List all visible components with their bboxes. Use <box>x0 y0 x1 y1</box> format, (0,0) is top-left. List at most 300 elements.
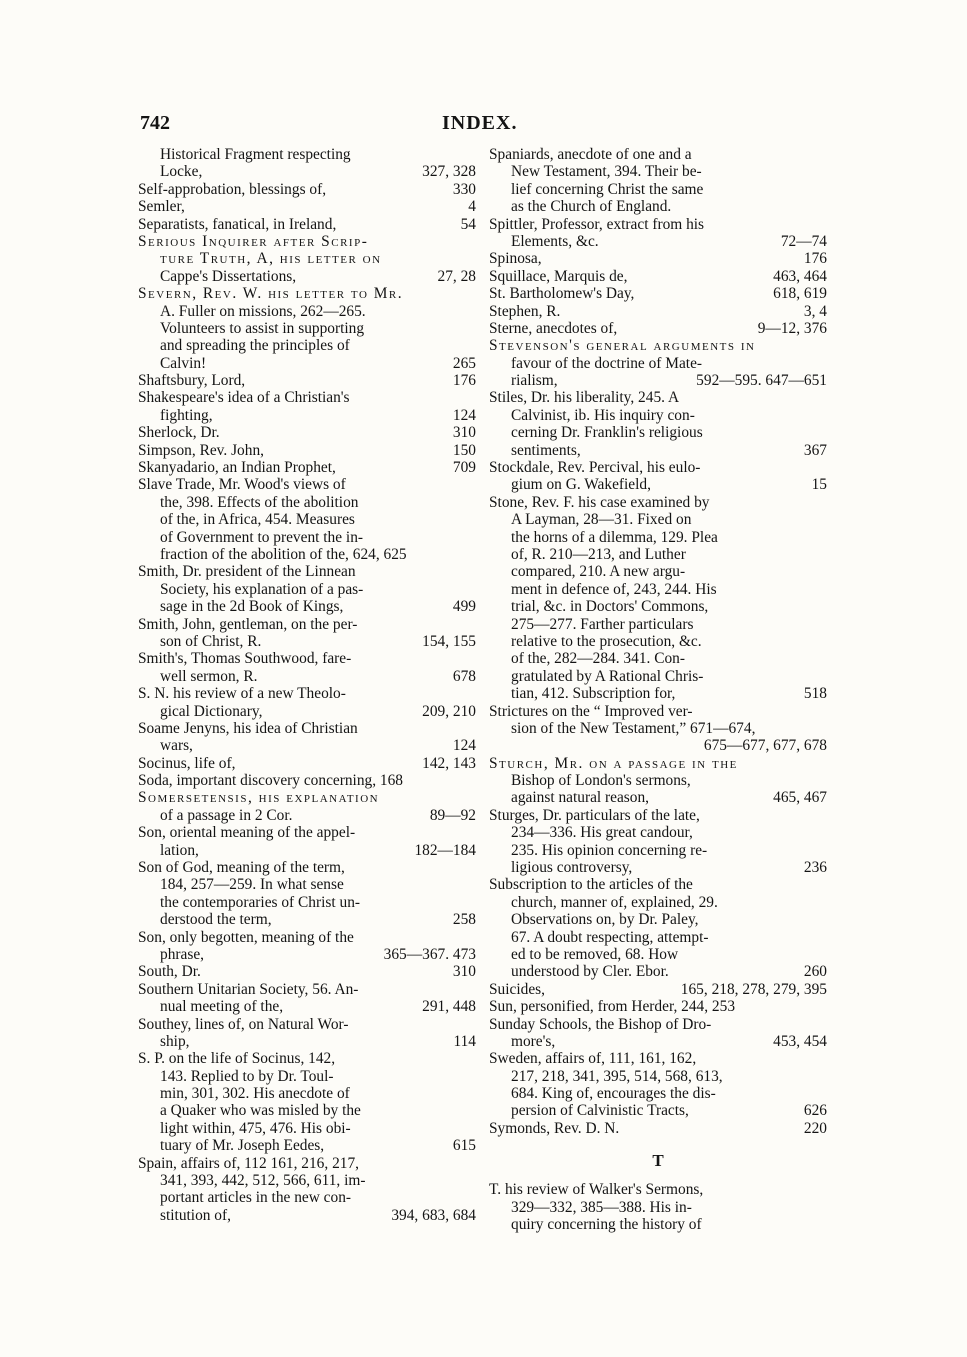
page-header <box>0 112 967 142</box>
entry-text: Sturch, Mr. on a passage in the <box>489 754 738 772</box>
entry-text: 234—336. His great candour, <box>511 824 693 842</box>
entry-text: Elements, &c. <box>511 232 599 250</box>
page-reference: 592—595. 647—651 <box>696 372 827 390</box>
entry-text: South, Dr. <box>138 963 201 981</box>
index-entry-line <box>138 807 476 824</box>
index-entry-line <box>138 946 476 963</box>
index-entry <box>138 424 476 441</box>
index-entry-line <box>138 824 476 841</box>
index-entry <box>489 981 827 998</box>
index-entry <box>489 876 827 980</box>
entry-text: 275—277. Farther particulars <box>511 615 694 633</box>
index-entry-line <box>489 789 827 806</box>
index-entry <box>138 459 476 476</box>
page-reference: 394, 683, 684 <box>391 1206 476 1224</box>
index-entry-line <box>138 216 476 233</box>
entry-text: ed to be removed, 68. How <box>511 945 679 963</box>
index-entry <box>138 198 476 215</box>
entry-text: Simpson, Rev. John, <box>138 441 264 459</box>
index-entry-line <box>489 268 827 285</box>
index-entry <box>138 372 476 389</box>
entry-text: Sunday Schools, the Bishop of Dro- <box>489 1015 712 1033</box>
page-reference: 114 <box>453 1032 476 1050</box>
index-entry-line <box>489 198 827 215</box>
index-entry-line <box>138 616 476 633</box>
index-entry <box>489 250 827 267</box>
index-entry-line <box>489 303 827 320</box>
index-entry <box>489 998 827 1015</box>
entry-text: Strictures on the “ Improved ver- <box>489 702 693 720</box>
entry-text: 143. Replied to by Dr. Toul- <box>160 1067 334 1085</box>
index-entry-line <box>489 1216 827 1233</box>
index-entry-line <box>489 703 827 720</box>
index-entry <box>138 1155 476 1225</box>
entry-text: New Testament, 394. Their be- <box>511 163 702 181</box>
page-reference: 165, 218, 278, 279, 395 <box>680 980 827 998</box>
entry-text: sentiments, <box>511 441 581 459</box>
entry-text: Spaniards, anecdote of one and a <box>489 146 692 163</box>
index-entry-line <box>138 650 476 667</box>
index-entry-line <box>489 668 827 685</box>
index-entry <box>138 216 476 233</box>
page-reference: 258 <box>452 911 476 929</box>
entry-text: Somersetensis, his explanation <box>138 789 380 807</box>
entry-text: tuary of Mr. Joseph Eedes, <box>160 1137 325 1155</box>
index-entry <box>138 442 476 459</box>
index-entry-line <box>489 842 827 859</box>
entry-text: Smith, Dr. president of the Linnean <box>138 563 356 581</box>
index-entry <box>138 563 476 615</box>
entry-text: Stockdale, Rev. Percival, his eulo- <box>489 459 701 477</box>
index-entry <box>138 755 476 772</box>
index-entry <box>138 685 476 720</box>
index-entry-line <box>489 737 827 754</box>
entry-text: St. Bartholomew's Day, <box>489 285 635 303</box>
index-entry-line <box>489 1016 827 1033</box>
entry-text: ship, <box>160 1032 190 1050</box>
page-reference: 182—184 <box>414 841 476 859</box>
index-entry-line <box>138 737 476 754</box>
index-entry-line <box>489 633 827 650</box>
index-entry-line <box>489 546 827 563</box>
index-entry-line <box>489 963 827 980</box>
index-entry-line <box>138 789 476 806</box>
entry-text: Smith, John, gentleman, on the per- <box>138 615 358 633</box>
index-entry-line <box>138 929 476 946</box>
page-reference: 330 <box>452 180 476 198</box>
entry-text: Son of God, meaning of the term, <box>138 859 345 877</box>
entry-text: Cappe's Dissertations, <box>160 267 297 285</box>
index-entry-line <box>138 1207 476 1224</box>
index-entry-line <box>489 563 827 580</box>
index-entry-line <box>138 146 476 163</box>
index-entry-line <box>489 1120 827 1137</box>
index-entry <box>138 824 476 859</box>
index-entry-line <box>138 772 476 789</box>
entry-text: Stone, Rev. F. his case examined by <box>489 493 710 511</box>
index-entry <box>489 703 827 755</box>
entry-text: sion of the New Testament,” 671—674, <box>511 719 756 737</box>
index-entry-line <box>489 442 827 459</box>
entry-text: S. P. on the life of Socinus, 142, <box>138 1050 336 1068</box>
index-entry-line <box>138 198 476 215</box>
index-entry <box>489 1016 827 1051</box>
index-entry-line <box>489 685 827 702</box>
entry-text: Skanyadario, an Indian Prophet, <box>138 459 336 477</box>
index-entry <box>489 1181 827 1233</box>
index-entry <box>138 859 476 929</box>
index-entry-line <box>138 355 476 372</box>
entry-text: of the, 282—284. 341. Con- <box>511 650 685 668</box>
index-entry-line <box>138 389 476 406</box>
entry-text: 67. A doubt respecting, attempt- <box>511 928 709 946</box>
index-entry <box>489 303 827 320</box>
entry-text: trial, &c. in Doctors' Commons, <box>511 598 709 616</box>
index-entry <box>138 181 476 198</box>
index-entry-line <box>138 876 476 893</box>
page-reference: 626 <box>803 1102 827 1120</box>
index-entry-line <box>138 337 476 354</box>
entry-text: Shaftsbury, Lord, <box>138 372 246 390</box>
entry-text: lief concerning Christ the same <box>511 180 704 198</box>
page-reference: 291, 448 <box>422 998 476 1016</box>
index-entry-line <box>489 389 827 406</box>
entry-text: favour of the doctrine of Mate- <box>511 354 703 372</box>
index-entry-line <box>489 981 827 998</box>
entry-text: light within, 475, 476. His obi- <box>160 1119 351 1137</box>
index-entry-line <box>138 685 476 702</box>
index-entry-line <box>138 1102 476 1119</box>
index-entry <box>138 1050 476 1154</box>
entry-text: Son, oriental meaning of the appel- <box>138 824 356 842</box>
entry-text: Calvinist, ib. His inquiry con- <box>511 406 695 424</box>
entry-text: more's, <box>511 1032 556 1050</box>
entry-text: gratulated by A Rational Chris- <box>511 667 704 685</box>
index-entry <box>138 476 476 563</box>
entry-text: as the Church of England. <box>511 198 672 216</box>
index-entry-line <box>489 233 827 250</box>
entry-text: compared, 210. A new argu- <box>511 563 686 581</box>
index-entry-line <box>489 476 827 493</box>
entry-text: Sweden, affairs of, 111, 161, 162, <box>489 1050 697 1068</box>
index-entry-line <box>138 529 476 546</box>
index-entry-line <box>489 1102 827 1119</box>
entry-text: sage in the 2d Book of Kings, <box>160 598 344 616</box>
page-reference: 518 <box>803 685 827 703</box>
index-entry-line <box>138 546 476 563</box>
index-entry-line <box>489 494 827 511</box>
entry-text: Serious Inquirer after Scrip- <box>138 232 369 250</box>
entry-text: Southern Unitarian Society, 56. An- <box>138 980 359 998</box>
entry-text: Suicides, <box>489 980 546 998</box>
index-entry-line <box>489 616 827 633</box>
entry-text: Spinosa, <box>489 250 542 268</box>
entry-text: Smith's, Thomas Southwood, fare- <box>138 650 352 668</box>
index-entry-line <box>138 476 476 493</box>
index-entry-line <box>138 320 476 337</box>
entry-text: Son, only begotten, meaning of the <box>138 928 354 946</box>
index-entry-line <box>138 163 476 180</box>
entry-text: well sermon, R. <box>160 667 258 685</box>
entry-text: the, 398. Effects of the abolition <box>160 493 359 511</box>
index-entry <box>489 268 827 285</box>
index-entry <box>138 146 476 181</box>
entry-text: 184, 257—259. In what sense <box>160 876 344 894</box>
index-entry-line <box>138 494 476 511</box>
entry-text: Calvin! <box>160 354 207 372</box>
page-reference: 260 <box>803 963 827 981</box>
index-entry <box>138 285 476 372</box>
entry-text: quiry concerning the history of <box>511 1216 702 1234</box>
index-entry-line <box>489 998 827 1015</box>
index-entry-line <box>138 1155 476 1172</box>
entry-text: 217, 218, 341, 395, 514, 568, 613, <box>511 1067 723 1085</box>
index-entry-line <box>138 233 476 250</box>
index-entry <box>138 233 476 285</box>
entry-text: the horns of a dilemma, 129. Plea <box>511 528 718 546</box>
entry-text: Self-approbation, blessings of, <box>138 180 327 198</box>
page-reference: 678 <box>452 667 476 685</box>
index-entry-line <box>489 1181 827 1198</box>
page-reference: 220 <box>803 1119 827 1137</box>
entry-text: A Layman, 28—31. Fixed on <box>511 511 692 529</box>
index-entry-line <box>138 842 476 859</box>
index-entry-line <box>489 807 827 824</box>
entry-text: Society, his explanation of a pas- <box>160 580 364 598</box>
entry-text: wars, <box>160 737 193 755</box>
page-reference: 327, 328 <box>422 163 476 181</box>
page-reference: 124 <box>452 406 476 424</box>
index-entry-line <box>138 1085 476 1102</box>
index-entry <box>489 807 827 877</box>
entry-text: portant articles in the new con- <box>160 1189 352 1207</box>
index-entry-line <box>138 598 476 615</box>
page-reference: 72—74 <box>780 232 827 250</box>
page-reference: 618, 619 <box>773 285 827 303</box>
index-entry-line <box>138 633 476 650</box>
entry-text: ligious controversy, <box>511 859 633 877</box>
entry-text: ment in defence of, 243, 244. His <box>511 580 717 598</box>
entry-text: Slave Trade, Mr. Wood's views of <box>138 476 346 494</box>
index-entry-line <box>138 563 476 580</box>
index-entry-line <box>489 320 827 337</box>
index-entry-line <box>489 1033 827 1050</box>
entry-text: the contemporaries of Christ un- <box>160 893 361 911</box>
entry-text: Symonds, Rev. D. N. <box>489 1119 620 1137</box>
index-entry <box>489 389 827 459</box>
index-entry <box>138 720 476 755</box>
entry-text: Stephen, R. <box>489 302 561 320</box>
entry-text: Soame Jenyns, his idea of Christian <box>138 719 358 737</box>
index-entry <box>489 755 827 807</box>
entry-text: church, manner of, explained, 29. <box>511 893 718 911</box>
index-entry-line <box>138 1189 476 1206</box>
page-reference: 15 <box>811 476 827 494</box>
index-entry-line <box>489 407 827 424</box>
index-entry-line <box>138 581 476 598</box>
index-entry-line <box>138 1016 476 1033</box>
index-entry-line <box>138 1033 476 1050</box>
index-entry-line <box>138 181 476 198</box>
index-entry-line <box>489 1050 827 1067</box>
index-entry <box>138 929 476 964</box>
index-entry-line <box>489 163 827 180</box>
entry-text: Sherlock, Dr. <box>138 424 220 442</box>
index-entry-line <box>138 703 476 720</box>
index-entry <box>138 1016 476 1051</box>
entry-text: understood by Cler. Ebor. <box>511 963 669 981</box>
page-reference: 709 <box>452 459 476 477</box>
page-reference: 310 <box>452 963 476 981</box>
entry-text: fighting, <box>160 406 213 424</box>
page-number: 742 <box>140 112 170 134</box>
index-entry-line <box>489 598 827 615</box>
index-entry-line <box>138 442 476 459</box>
index-entry-line <box>489 929 827 946</box>
index-entry <box>138 772 476 789</box>
entry-text: min, 301, 302. His anecdote of <box>160 1085 350 1103</box>
running-title: INDEX. <box>442 112 518 134</box>
index-entry-line <box>138 1068 476 1085</box>
entry-text: gical Dictionary, <box>160 702 263 720</box>
page-reference: 142, 143 <box>422 754 476 772</box>
entry-text: Volunteers to assist in supporting <box>160 319 365 337</box>
index-entry-line <box>489 720 827 737</box>
page-reference: 89—92 <box>429 806 476 824</box>
entry-text: a Quaker who was misled by the <box>160 1102 361 1120</box>
page-reference: 4 <box>468 198 476 216</box>
index-entry-line <box>138 963 476 980</box>
index-entry-line <box>138 894 476 911</box>
page-reference: 236 <box>803 859 827 877</box>
index-entry-line <box>489 581 827 598</box>
index-entry-line <box>489 459 827 476</box>
index-entry-line <box>489 755 827 772</box>
entry-text: Locke, <box>160 163 203 181</box>
index-entry <box>138 650 476 685</box>
index-entry <box>138 389 476 424</box>
index-entry-line <box>138 981 476 998</box>
entry-text: Squillace, Marquis de, <box>489 267 628 285</box>
index-entry-line <box>489 216 827 233</box>
page-reference: 615 <box>452 1137 476 1155</box>
entry-text: nual meeting of the, <box>160 998 284 1016</box>
index-entry-line <box>489 250 827 267</box>
index-entry-line <box>138 1050 476 1067</box>
index-entry-line <box>138 668 476 685</box>
entry-text: Sterne, anecdotes of, <box>489 319 618 337</box>
entry-text: of Government to prevent the in- <box>160 528 364 546</box>
index-entry-line <box>489 911 827 928</box>
entry-text: phrase, <box>160 945 205 963</box>
page-reference: 453, 454 <box>773 1032 827 1050</box>
index-entry-line <box>138 459 476 476</box>
index-entry <box>489 216 827 251</box>
entry-text: persion of Calvinistic Tracts, <box>511 1102 689 1120</box>
entry-text: Subscription to the articles of the <box>489 876 693 894</box>
index-entry-line <box>489 181 827 198</box>
index-entry <box>138 789 476 824</box>
index-entry <box>489 494 827 703</box>
entry-text: Shakespeare's idea of a Christian's <box>138 389 350 407</box>
index-entry-line <box>138 285 476 302</box>
index-column-right <box>489 146 827 1233</box>
index-entry-line <box>489 946 827 963</box>
entry-text: 341, 393, 442, 512, 566, 611, im- <box>160 1172 366 1190</box>
index-entry-line <box>489 772 827 789</box>
index-entry-line <box>138 372 476 389</box>
index-entry-line <box>138 268 476 285</box>
index-entry-line <box>138 859 476 876</box>
index-entry-line <box>489 337 827 354</box>
section-letter-heading: T <box>652 1151 664 1171</box>
entry-text: Semler, <box>138 198 185 216</box>
page-reference: 3, 4 <box>803 302 827 320</box>
index-entry-line <box>489 511 827 528</box>
page-reference: 499 <box>452 598 476 616</box>
index-entry <box>489 285 827 302</box>
entry-text: 235. His opinion concerning re- <box>511 841 708 859</box>
entry-text: gium on G. Wakefield, <box>511 476 651 494</box>
index-entry-line <box>138 998 476 1015</box>
entry-text: rialism, <box>511 372 558 390</box>
index-entry-line <box>489 876 827 893</box>
page-reference: 465, 467 <box>773 789 827 807</box>
entry-text: Separatists, fanatical, in Ireland, <box>138 215 337 233</box>
index-column-left <box>138 146 476 1224</box>
entry-text: Soda, important discovery concerning, 168 <box>138 772 403 790</box>
page-reference: 176 <box>803 250 827 268</box>
index-entry <box>489 459 827 494</box>
index-entry-line <box>489 355 827 372</box>
entry-text: Southey, lines of, on Natural Wor- <box>138 1015 349 1033</box>
page-reference: 310 <box>452 424 476 442</box>
index-entry-line <box>138 1172 476 1189</box>
entry-text: of a passage in 2 Cor. <box>160 806 293 824</box>
entry-text: 684. King of, encourages the dis- <box>511 1085 716 1103</box>
entry-text: Spain, affairs of, 112 161, 216, 217, <box>138 1154 359 1172</box>
index-entry-line <box>138 511 476 528</box>
entry-text: lation, <box>160 841 199 859</box>
index-entry-line <box>489 650 827 667</box>
page-reference: 365—367. 473 <box>383 945 476 963</box>
entry-text: Bishop of London's sermons, <box>511 772 691 790</box>
index-entry-line <box>489 1085 827 1102</box>
entry-text: Stevenson's general arguments in <box>489 337 756 355</box>
page-reference: 9—12, 376 <box>757 319 827 337</box>
entry-text: derstood the term, <box>160 911 272 929</box>
page-reference: 124 <box>452 737 476 755</box>
entry-text: Spittler, Professor, extract from his <box>489 215 705 233</box>
index-entry-line <box>138 250 476 267</box>
page-reference: 675—677, 677, 678 <box>703 737 827 755</box>
entry-text: S. N. his review of a new Theolo- <box>138 685 346 703</box>
index-entry-line <box>138 1120 476 1137</box>
index-entry <box>489 320 827 337</box>
entry-text: against natural reason, <box>511 789 650 807</box>
entry-text: cerning Dr. Franklin's religious <box>511 424 703 442</box>
entry-text: relative to the prosecution, &c. <box>511 632 702 650</box>
index-entry-line <box>489 1199 827 1216</box>
entry-text: Sturges, Dr. particulars of the late, <box>489 806 700 824</box>
entry-text: Stiles, Dr. his liberality, 245. A <box>489 389 680 407</box>
entry-text: Sun, personified, from Herder, 244, 253 <box>489 998 736 1016</box>
page-reference: 367 <box>803 441 827 459</box>
entry-text: tian, 412. Subscription for, <box>511 685 676 703</box>
index-entry <box>138 981 476 1016</box>
index-entry <box>489 337 827 389</box>
index-entry <box>489 1120 827 1137</box>
